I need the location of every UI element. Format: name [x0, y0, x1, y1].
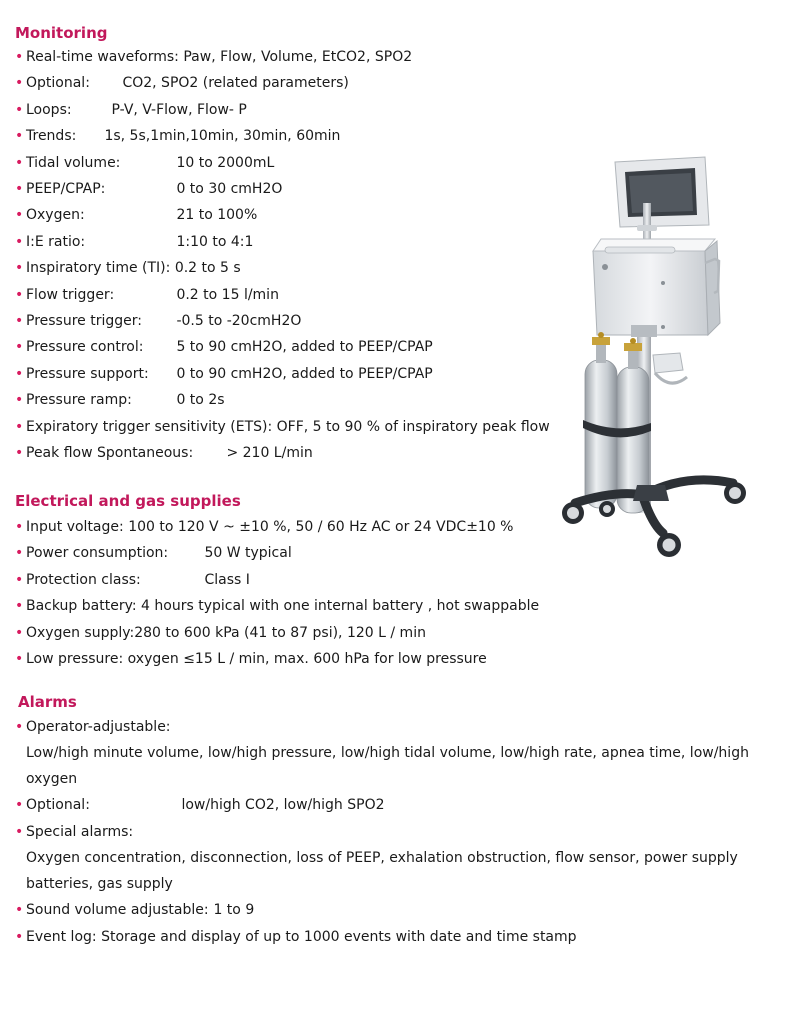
spec-value: 1 to 9 — [213, 902, 255, 919]
list-item — [15, 440, 550, 466]
electrical-list — [15, 514, 539, 672]
spec-value: 0 to 30 cmH2O — [176, 181, 283, 198]
list-item — [15, 70, 550, 96]
list-item — [15, 593, 539, 619]
spec-label: Input voltage: — [26, 519, 124, 535]
spec-value: OFF, 5 to 90 % of inspiratory peak flow — [276, 418, 550, 435]
spec-label: Trends: — [26, 128, 77, 145]
spec-value: Storage and display of up to 1000 events with date and time stamp — [101, 928, 577, 945]
spec-value: low/high CO2, low/high SPO2 — [181, 797, 385, 814]
spec-label: Optional: — [26, 797, 90, 814]
list-item — [15, 897, 775, 923]
spec-label: Loops: — [26, 101, 72, 118]
list-item — [15, 567, 539, 593]
spec-label: Peak flow Spontaneous: — [26, 445, 194, 462]
spec-label: Operator-adjustable: — [26, 719, 171, 735]
list-item — [15, 646, 539, 672]
spec-value: 0 to 90 cmH2O, added to PEEP/CPAP — [176, 365, 433, 382]
list-item — [15, 334, 550, 360]
spec-value: 1s, 5s,1min,10min, 30min, 60min — [104, 128, 341, 145]
list-item — [15, 540, 539, 566]
spec-label: Oxygen: — [26, 207, 85, 224]
spec-value: 4 hours typical with one internal battery , hot swappable — [141, 598, 540, 615]
spec-label: Optional: — [26, 75, 90, 92]
section-title-electrical: Electrical and gas supplies — [15, 492, 241, 510]
list-item — [15, 150, 550, 176]
spec-value: P-V, V-Flow, Flow- P — [111, 101, 247, 118]
list-item — [15, 123, 550, 149]
spec-value: 21 to 100% — [176, 207, 258, 224]
list-item — [15, 414, 550, 440]
list-item — [15, 924, 775, 950]
list-item — [15, 97, 550, 123]
spec-label: Power consumption: — [26, 545, 169, 562]
list-item — [15, 176, 550, 202]
spec-value: 100 to 120 V ~ ±10 %, 50 / 60 Hz AC or 24 VDC±10 % — [128, 519, 514, 535]
spec-label: Event log: — [26, 928, 97, 945]
list-item — [15, 792, 775, 818]
spec-label: Pressure support: — [26, 365, 149, 382]
spec-value: 10 to 2000mL — [176, 154, 275, 171]
spec-value: CO2, SPO2 (related parameters) — [122, 75, 349, 92]
list-item — [15, 387, 550, 413]
spec-value: Paw, Flow, Volume, EtCO2, SPO2 — [183, 49, 413, 65]
list-item — [15, 714, 775, 792]
spec-label: Pressure control: — [26, 339, 144, 356]
list-item — [15, 620, 539, 646]
spec-label: Sound volume adjustable: — [26, 902, 209, 919]
spec-label: Backup battery: — [26, 598, 137, 615]
list-item — [15, 282, 550, 308]
spec-label: Real-time waveforms: — [26, 49, 179, 65]
monitor-screen — [615, 157, 709, 227]
spec-label: PEEP/CPAP: — [26, 181, 106, 198]
spec-value: 0.2 to 5 s — [174, 260, 241, 277]
ventilator-body — [593, 239, 720, 335]
spec-value: 50 W typical — [204, 545, 292, 562]
spec-label: Low pressure: — [26, 651, 124, 668]
list-item — [15, 202, 550, 228]
spec-value: 5 to 90 cmH2O, added to PEEP/CPAP — [176, 339, 433, 356]
list-item — [15, 361, 550, 387]
spec-label: Inspiratory time (TI): — [26, 260, 171, 277]
ventilator-cart-image — [545, 155, 755, 565]
spec-label: Expiratory trigger sensitivity (ETS): — [26, 418, 273, 435]
alarms-list — [15, 714, 775, 950]
spec-value: Class I — [204, 571, 250, 588]
spec-value: 1:10 to 4:1 — [176, 233, 254, 250]
monitoring-list — [15, 44, 550, 467]
list-item — [15, 308, 550, 334]
spec-value: 0 to 2s — [176, 392, 225, 409]
spec-continuation: Low/high minute volume, low/high pressure, low/high tidal volume, low/high rate, apnea time, low/high oxygen — [26, 745, 749, 788]
gas-cylinder-left — [585, 332, 617, 508]
section-title-alarms: Alarms — [18, 693, 77, 711]
spec-label: Pressure ramp: — [26, 392, 132, 409]
spec-value: 0.2 to 15 l/min — [176, 286, 279, 303]
spec-value: oxygen ≤15 L / min, max. 600 hPa for low pressure — [127, 651, 487, 668]
list-item — [15, 229, 550, 255]
spec-label: Pressure trigger: — [26, 313, 142, 330]
spec-label: I:E ratio: — [26, 233, 86, 250]
list-item — [15, 44, 550, 70]
spec-value: > 210 L/min — [226, 445, 313, 462]
spec-label: Oxygen supply: — [26, 624, 135, 641]
spec-continuation: Oxygen concentration, disconnection, loss of PEEP, exhalation obstruction, flow sensor, power supply batteries, gas supply — [26, 850, 738, 893]
list-item — [15, 819, 775, 897]
list-item — [15, 255, 550, 281]
spec-label: Protection class: — [26, 571, 141, 588]
spec-label: Tidal volume: — [26, 154, 121, 171]
spec-label: Special alarms: — [26, 823, 134, 840]
section-title-monitoring: Monitoring — [15, 24, 108, 42]
spec-value: 280 to 600 kPa (41 to 87 psi), 120 L / min — [134, 624, 426, 641]
spec-label: Flow trigger: — [26, 286, 115, 303]
spec-value: -0.5 to -20cmH2O — [176, 313, 302, 330]
list-item — [15, 514, 539, 540]
